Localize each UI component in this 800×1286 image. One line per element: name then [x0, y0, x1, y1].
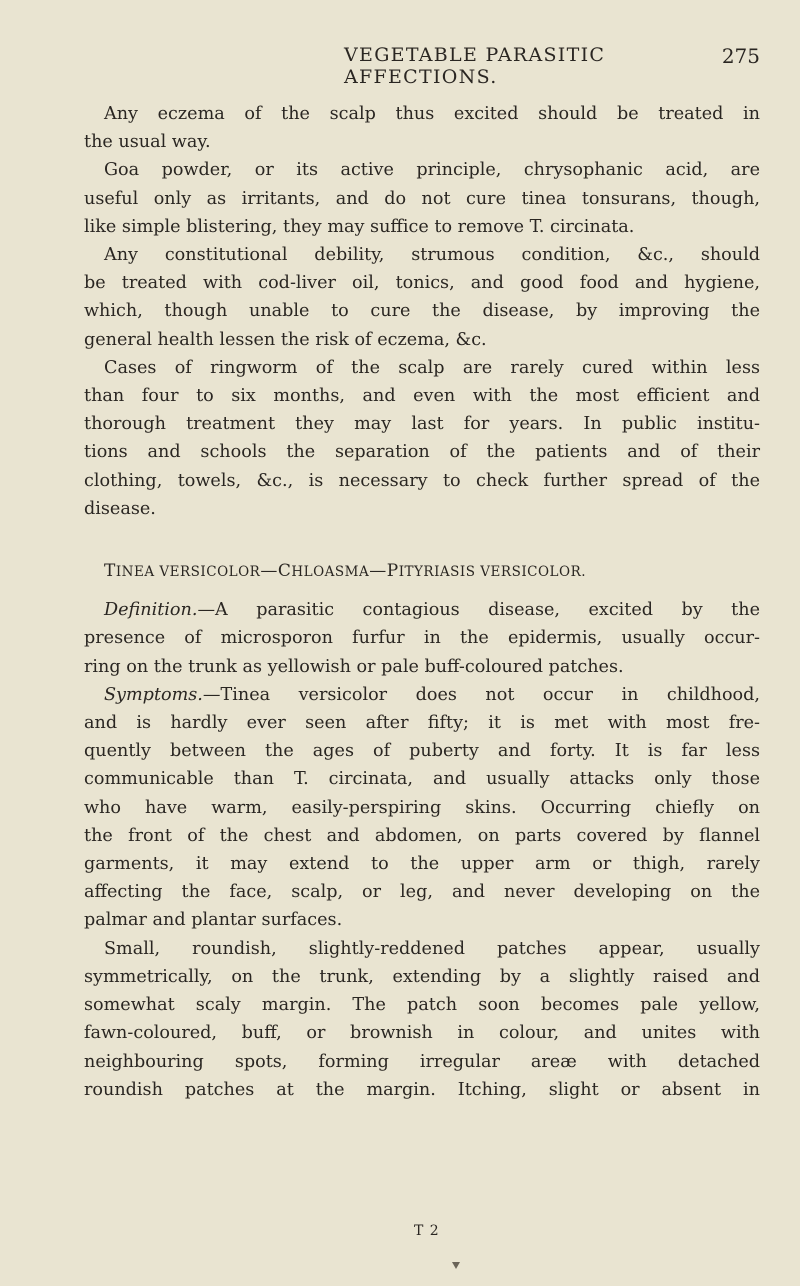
text-line: disease.	[84, 498, 156, 519]
heading-separator: —	[369, 561, 387, 582]
text-line: palmar and plantar surfaces.	[84, 910, 343, 931]
definition-label: Definition.	[104, 600, 198, 621]
text-line: who have warm, easily-perspiring skins. Occurring chiefly on	[84, 797, 760, 818]
text-line: than four to six months, and even with the most efficient and	[84, 386, 760, 407]
printer-mark-icon	[452, 1262, 460, 1269]
text-line: the usual way.	[84, 132, 211, 153]
signature-mark: T 2	[414, 1223, 440, 1239]
running-head	[84, 44, 760, 88]
text-line: the front of the chest and abdomen, on parts covered by flannel	[84, 825, 760, 846]
heading-separator: —	[260, 561, 278, 582]
text-line: Small, roundish, slightly-reddened patches appear, usually	[104, 938, 760, 959]
heading-smallcaps: HLOASMA	[291, 564, 370, 581]
text-line: somewhat scaly margin. The patch soon becomes pale yellow,	[84, 995, 760, 1016]
text-line: Any eczema of the scalp thus excited should be treated in	[104, 104, 760, 124]
text-line: communicable than T. circinata, and usually attacks only those	[84, 769, 760, 790]
text-line: useful only as irritants, and do not cure tinea tonsurans, though,	[84, 188, 760, 209]
section-heading	[84, 557, 760, 586]
text-line: quently between the ages of puberty and forty. It is far less	[84, 741, 760, 762]
text-line: Cases of ringworm of the scalp are rarely cured within less	[104, 357, 760, 378]
text-line: thorough treatment they may last for years. In public institu-	[84, 414, 760, 435]
heading-initial: C	[277, 561, 292, 582]
section-gap	[84, 523, 760, 557]
text-line: ring on the trunk as yellowish or pale buff-coloured patches.	[84, 656, 624, 677]
text-line: neighbouring spots, forming irregular areæ with detached	[84, 1051, 760, 1072]
heading-initial: P	[386, 561, 399, 582]
text-line: Any constitutional debility, strumous condition, &c., should	[104, 245, 760, 266]
text-line: symmetrically, on the trunk, extending by a slightly raised and	[84, 966, 760, 987]
definition-first-line	[84, 596, 760, 624]
heading-smallcaps: ITYRIASIS VERSICOLOR.	[398, 564, 587, 581]
page-number: 275	[721, 44, 760, 68]
text-line: clothing, towels, &c., is necessary to check further spread of the	[84, 470, 760, 491]
page-body	[84, 100, 760, 1104]
text-line: presence of microsporon furfur in the epidermis, usually occur-	[84, 628, 760, 649]
heading-initial: T	[104, 561, 116, 582]
running-title: VEGETABLE PARASITIC AFFECTIONS.	[344, 44, 606, 88]
text-line: fawn-coloured, buff, or brownish in colour, and unites with	[84, 1023, 760, 1044]
text-line: and is hardly ever seen after fifty; it is met with most fre-	[84, 713, 760, 734]
text-line: affecting the face, scalp, or leg, and never developing on the	[84, 882, 760, 903]
text-line: roundish patches at the margin. Itching, slight or absent in	[84, 1079, 760, 1100]
text-line: Goa powder, or its active principle, chrysophanic acid, are	[104, 160, 760, 181]
text-line: be treated with cod-liver oil, tonics, and good food and hygiene,	[84, 273, 760, 294]
text-line: garments, it may extend to the upper arm or thigh, rarely	[84, 854, 760, 875]
definition-text: —A parasitic contagious disease, excited by the	[197, 600, 760, 621]
text-line: tions and schools the separation of the patients and of their	[84, 442, 760, 463]
symptoms-label: Symptoms.	[104, 684, 203, 705]
text-line: which, though unable to cure the disease, by improving the	[84, 301, 760, 322]
text-line: general health lessen the risk of eczema, &c.	[84, 329, 487, 350]
text-line: like simple blistering, they may suffice to remove T. circinata.	[84, 216, 635, 237]
symptoms-first-line	[84, 681, 760, 709]
symptoms-text: —Tinea versicolor does not occur in childhood,	[202, 684, 760, 705]
heading-smallcaps: INEA VERSICOLOR	[115, 564, 261, 581]
